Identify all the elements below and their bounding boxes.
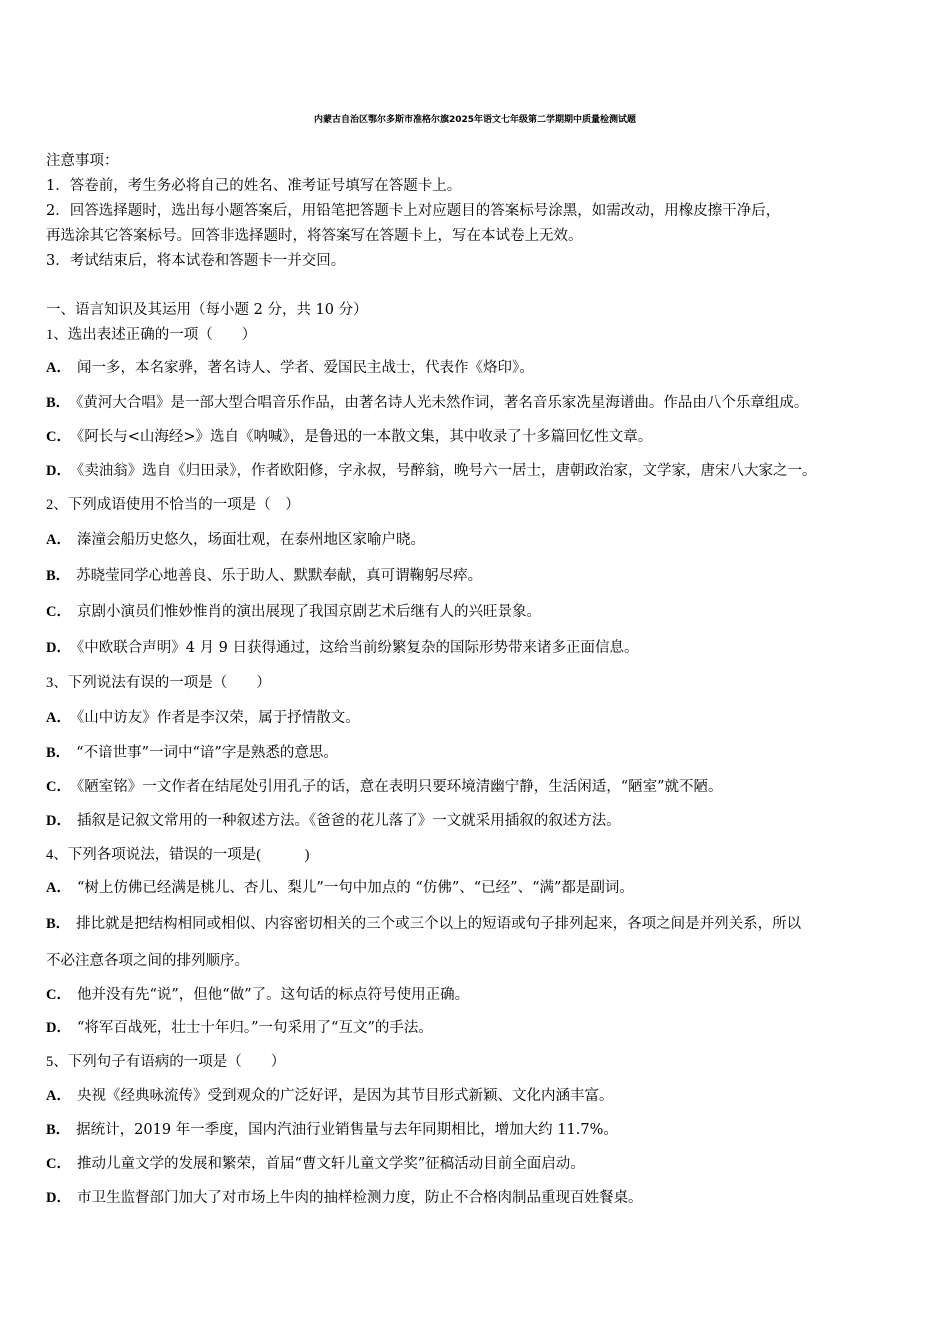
option-letter: A．: [46, 360, 71, 376]
option-text: 《山中访友》作者是李汉荣，属于抒情散文。: [76, 710, 360, 726]
section-heading: 一、语言知识及其运用（每小题 2 分，共 10 分）: [46, 302, 368, 318]
question-stem: 2、下列成语使用不恰当的一项是（ ）: [46, 497, 300, 513]
question-option: [46, 427, 652, 447]
question-option: [46, 811, 621, 831]
option-letter: C．: [46, 429, 71, 445]
option-text: 闻一多，本名家骅，著名诗人、学者、爱国民主战士，代表作《烙印》。: [76, 360, 534, 376]
question-option: [46, 638, 639, 658]
question-option: [46, 358, 534, 378]
option-letter: A．: [46, 710, 71, 726]
notice-item: 再选涂其它答案标号。回答非选择题时，将答案写在答题卡上，写在本试卷上无效。: [46, 228, 583, 244]
option-letter: D．: [46, 1020, 71, 1036]
question-option: [46, 566, 482, 586]
option-text: 插叙是记叙文常用的一种叙述方法。《爸爸的花儿落了》一文就采用插叙的叙述方法。: [76, 813, 621, 829]
option-text: 《卖油翁》选自《归田录》，作者欧阳修，字永叔，号醉翁，晚号六一居士，唐朝政治家，文学家，唐宋八大家之一。: [76, 463, 817, 479]
option-letter: D．: [46, 1190, 71, 1206]
notice-item: 3．考试结束后，将本试卷和答题卡一并交回。: [46, 253, 346, 269]
question-option: [46, 743, 338, 763]
option-letter: A．: [46, 880, 71, 896]
option-letter: B．: [46, 568, 71, 584]
option-text: 《黄河大合唱》是一部大型合唱音乐作品，由著名诗人光未然作词，著名音乐家冼星海谱曲。作品由八个乐章组成。: [76, 395, 809, 411]
option-text: “将军百战死，壮士十年归。”一句采用了“互文”的手法。: [76, 1020, 433, 1036]
option-text: 苏晓莹同学心地善良、乐于助人、默默奉献，真可谓鞠躬尽瘁。: [76, 568, 483, 584]
option-text: 京剧小演员们惟妙惟肖的演出展现了我国京剧艺术后继有人的兴旺景象。: [76, 604, 541, 620]
notice-item: 2．回答选择题时，选出每小题答案后，用铅笔把答题卡上对应题目的答案标号涂黑，如需改动，用橡皮擦干净后，: [46, 203, 781, 219]
option-text: 推动儿童文学的发展和繁荣，首届“曹文轩儿童文学奖”征稿活动目前全面启动。: [76, 1156, 585, 1172]
option-letter: B．: [46, 395, 71, 411]
option-letter: B．: [46, 916, 71, 932]
option-text: 排比就是把结构相同或相似、内容密切相关的三个或三个以上的短语或句子排列起来，各项之间是并列关系，所以: [76, 916, 802, 932]
question-option: [46, 914, 801, 934]
question-option: [46, 1188, 642, 1208]
question-option: [46, 602, 541, 622]
option-letter: B．: [46, 1122, 71, 1138]
option-letter: D．: [46, 813, 71, 829]
question-option: [46, 777, 723, 797]
option-letter: A．: [46, 1088, 71, 1104]
question-option: [46, 985, 469, 1005]
option-letter: C．: [46, 1156, 71, 1172]
question-option: [46, 1086, 613, 1106]
option-text: 据统计，2019 年一季度，国内汽油行业销售量与去年同期相比，增加大约 11.7%。: [76, 1122, 618, 1138]
option-continuation: 不必注意各项之间的排列顺序。: [46, 953, 249, 969]
option-letter: D．: [46, 463, 71, 479]
question-option: [46, 878, 634, 898]
option-text: 《陋室铭》一文作者在结尾处引用孔子的话，意在表明只要环境清幽宁静，生活闲适，“陋室”就不陋。: [76, 779, 723, 795]
option-text: “不谙世事”一词中“谙”字是熟悉的意思。: [76, 745, 338, 761]
question-stem: 3、下列说法有误的一项是（ ）: [46, 675, 271, 691]
option-letter: C．: [46, 987, 71, 1003]
notice-heading: 注意事项：: [46, 153, 119, 169]
option-text: 溱潼会船历史悠久，场面壮观，在泰州地区家喻户晓。: [76, 532, 425, 548]
page-title: 内蒙古自治区鄂尔多斯市准格尔旗2025年语文七年级第二学期期中质量检测试题: [313, 115, 637, 125]
option-text: 央视《经典咏流传》受到观众的广泛好评，是因为其节目形式新颖、文化内涵丰富。: [76, 1088, 614, 1104]
question-option: [46, 393, 808, 413]
option-text: 市卫生监督部门加大了对市场上牛肉的抽样检测力度，防止不合格肉制品重现百姓餐桌。: [76, 1190, 643, 1206]
option-text: 他并没有先“说”，但他“做”了。这句话的标点符号使用正确。: [76, 987, 470, 1003]
question-option: [46, 530, 425, 550]
question-option: [46, 1018, 433, 1038]
question-option: [46, 1154, 585, 1174]
option-text: 《中欧联合声明》4 月 9 日获得通过，这给当前纷繁复杂的国际形势带来诸多正面信息。: [76, 640, 639, 656]
option-letter: B．: [46, 745, 71, 761]
option-letter: C．: [46, 779, 71, 795]
option-letter: A．: [46, 532, 71, 548]
option-text: 《阿长与<山海经>》选自《呐喊》，是鲁迅的一本散文集，其中收录了十多篇回忆性文章。: [76, 429, 653, 445]
option-text: “树上仿佛已经满是桃儿、杏儿、梨儿”一句中加点的 “仿佛”、“已经”、“满”都是副词。: [76, 880, 634, 896]
question-option: [46, 708, 360, 728]
question-stem: 5、下列句子有语病的一项是（ ）: [46, 1054, 286, 1070]
question-stem: 1、选出表述正确的一项（ ）: [46, 327, 257, 343]
question-option: [46, 1120, 618, 1140]
option-letter: C．: [46, 604, 71, 620]
notice-item: 1．答卷前，考生务必将自己的姓名、准考证号填写在答题卡上。: [46, 178, 462, 194]
question-option: [46, 461, 816, 481]
question-stem: 4、下列各项说法，错误的一项是( ): [46, 847, 310, 863]
option-letter: D．: [46, 640, 71, 656]
